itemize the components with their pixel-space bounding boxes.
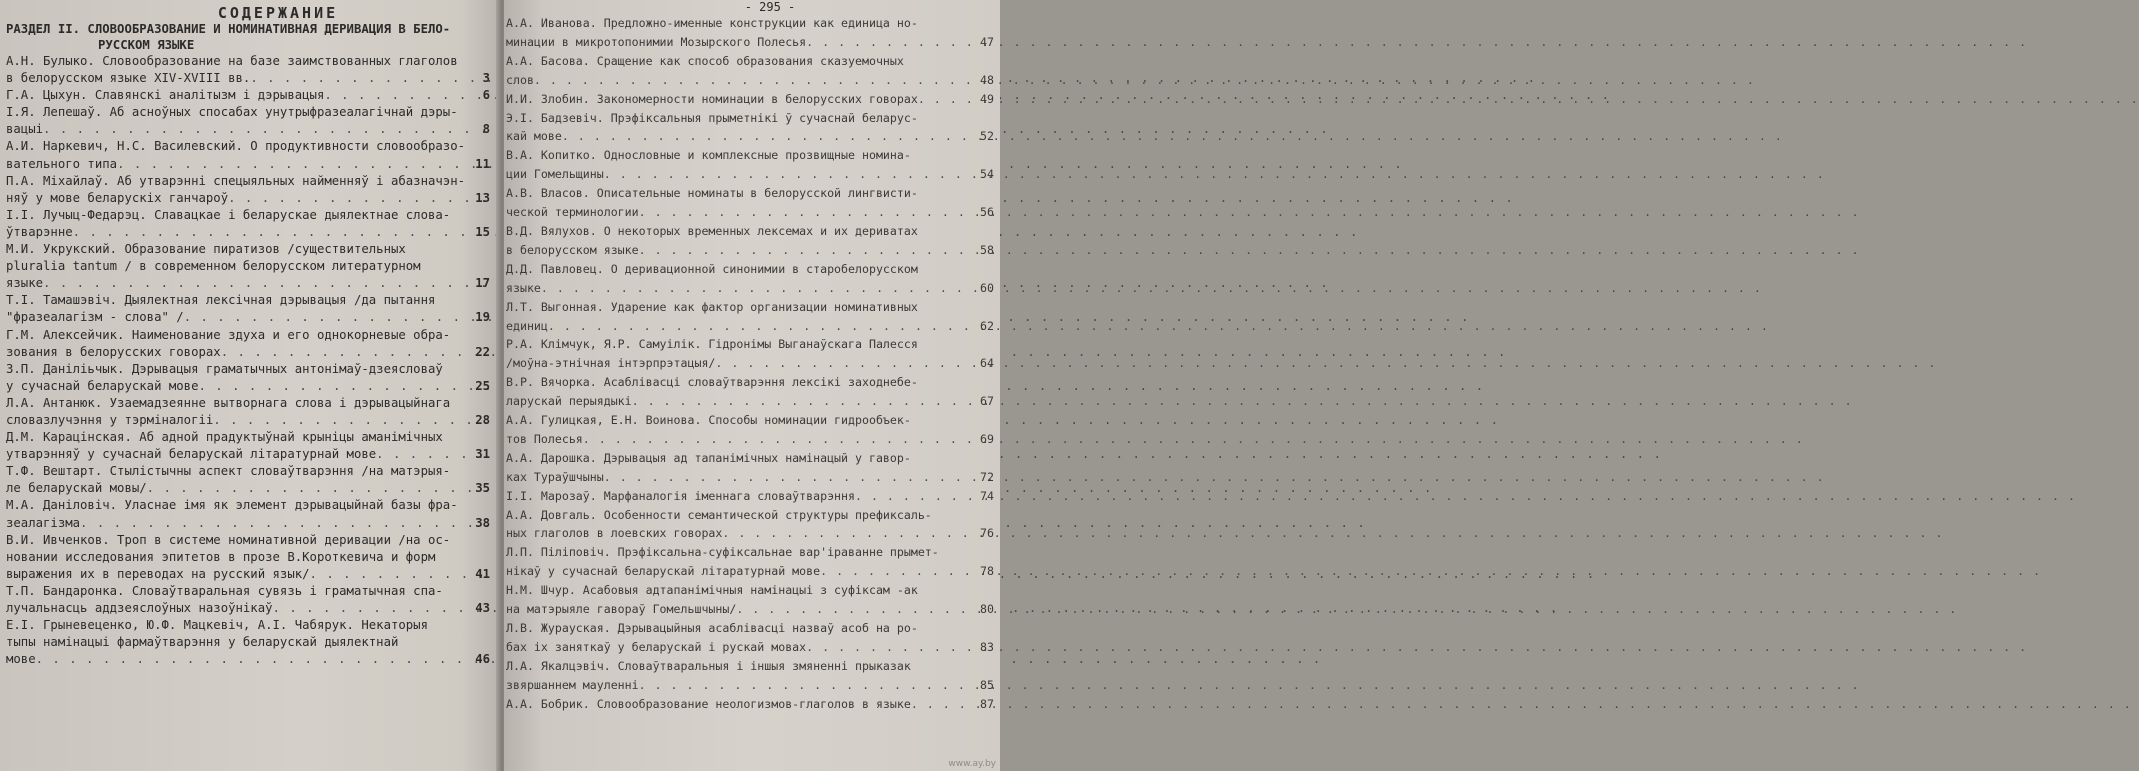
toc-entry-last-line bbox=[506, 33, 994, 52]
dot-leader bbox=[722, 524, 976, 543]
toc-page-number: 78 bbox=[980, 564, 994, 579]
toc-page-number: 35 bbox=[475, 481, 490, 496]
toc-entry-text: А.В. Власов. Описательные номинаты в белорусской лингвисти- bbox=[506, 186, 918, 201]
toc-entry-last-line bbox=[6, 344, 490, 361]
toc-page-number: 58 bbox=[980, 242, 994, 257]
section-title bbox=[6, 22, 490, 53]
toc-entry-text: А.А. Басова. Сращение как способ образования сказуемочных bbox=[506, 53, 904, 68]
toc-entry bbox=[6, 327, 490, 361]
toc-entry-last-line bbox=[506, 392, 994, 411]
toc-entry-last-line bbox=[506, 317, 994, 336]
toc-page-number: 28 bbox=[475, 412, 490, 427]
toc-entry-last-line bbox=[6, 515, 490, 532]
dot-leader bbox=[639, 203, 976, 222]
toc-entry bbox=[6, 497, 490, 531]
toc-entry-text: на матэрыяле гавораў Гомельшчыны/ bbox=[506, 602, 737, 617]
toc-entry-last-line bbox=[506, 203, 994, 222]
toc-entry-last-line bbox=[6, 600, 490, 617]
toc-page-number: 87 bbox=[980, 696, 994, 711]
toc-entry bbox=[506, 695, 994, 714]
toc-page-number: 76 bbox=[980, 526, 994, 541]
toc-page-number: 60 bbox=[980, 280, 994, 295]
toc-page-number: 52 bbox=[980, 129, 994, 144]
dot-leader bbox=[736, 600, 976, 619]
toc-entry-text: зования в белорусских говорах bbox=[6, 344, 221, 359]
dot-leader bbox=[36, 651, 472, 668]
toc-entry-text: нікаў у сучаснай беларускай літаратурнай мове bbox=[506, 564, 821, 579]
dot-leader bbox=[632, 392, 976, 411]
toc-entry-text: М.И. Укрукский. Образование пиратизов /существительных bbox=[6, 242, 406, 257]
toc-entry-text: зеалагізма bbox=[6, 515, 81, 530]
toc-entry bbox=[506, 411, 994, 449]
toc-entry-text: Э.І. Бадзевіч. Прэфіксальныя прыметнікі ў сучаснай беларус- bbox=[506, 110, 918, 125]
toc-entry bbox=[506, 543, 994, 581]
toc-page-number: 17 bbox=[475, 276, 490, 291]
toc-entry-text: А.Н. Булыко. Словообразование на базе заимствованных глаголов bbox=[6, 54, 458, 68]
toc-entry bbox=[506, 90, 994, 109]
dot-leader bbox=[376, 446, 471, 463]
toc-entry bbox=[506, 184, 994, 222]
dot-leader bbox=[604, 165, 976, 184]
page-number: - 295 - bbox=[744, 0, 796, 14]
toc-entry-last-line bbox=[6, 275, 490, 292]
toc-entry-last-line bbox=[6, 87, 490, 104]
toc-entry-last-line bbox=[506, 127, 994, 146]
toc-page-number: 8 bbox=[482, 122, 490, 137]
toc-page-number: 15 bbox=[475, 224, 490, 239]
dot-leader bbox=[639, 241, 976, 260]
toc-entry-last-line bbox=[6, 378, 490, 395]
toc-entry-text: ных глаголов в лоевских говорах bbox=[506, 526, 723, 541]
section-title-line: РУССКОМ ЯЗЫКЕ bbox=[98, 37, 195, 52]
toc-entry-text: ках Тураўшчыны bbox=[506, 469, 604, 484]
toc-entry-text: Г.М. Алексейчик. Наименование здуха и его однокорневые обра- bbox=[6, 327, 451, 342]
toc-page-number: 83 bbox=[980, 639, 994, 654]
toc-entry-text: вательного типа bbox=[6, 156, 118, 171]
toc-entry bbox=[6, 361, 490, 395]
toc-entry-text: Д.М. Карацінская. Аб адной прадуктыўнай крыніцы аманімічных bbox=[6, 430, 443, 445]
toc-entry-text: І.І. Лучыц-Федарэц. Славацкае і беларускае дыялектнае слова- bbox=[6, 207, 451, 222]
toc-entry-text: И.И. Злобин. Закономерности номинации в белорусских говорах bbox=[506, 91, 918, 106]
toc-entry-text: бах іх заняткаў у беларускай і рускай мовах bbox=[506, 639, 807, 654]
toc-entry-text: Л.А. Якалцэвіч. Словаўтваральныя і іншыя змяненні прыказак bbox=[506, 658, 911, 673]
toc-entry bbox=[6, 532, 490, 583]
toc-entry-text: Е.І. Грыневеценко, Ю.Ф. Мацкевіч, А.І. Чабярук. Некаторыя bbox=[6, 618, 428, 633]
toc-entry-text: А.А. Иванова. Предложно-именные конструкции как единица но- bbox=[506, 16, 918, 30]
toc-entry-text: М.А. Даніловіч. Уласнае імя як элемент дэрывацыйнай базы фра- bbox=[6, 498, 458, 513]
toc-entry-last-line bbox=[6, 566, 490, 583]
toc-entry-last-line bbox=[506, 695, 994, 714]
toc-page-number: 49 bbox=[980, 91, 994, 106]
toc-page-number: 62 bbox=[980, 318, 994, 333]
toc-entry-text: ческой терминологии bbox=[506, 205, 639, 220]
toc-entry-last-line bbox=[506, 562, 994, 581]
toc-entry-text: В.Р. Вячорка. Асаблівасці словаўтварэння лексікі заходнебе- bbox=[506, 375, 918, 390]
toc-page-number: 69 bbox=[980, 431, 994, 446]
contents-heading: СОДЕРЖАНИЕ bbox=[217, 4, 339, 22]
toc-page-number: 41 bbox=[475, 566, 490, 581]
dot-leader bbox=[147, 480, 472, 497]
toc-entry bbox=[506, 222, 994, 260]
toc-entry-text: Н.М. Шчур. Асабовыя адтапанімічныя намінацыі з суфіксам -ак bbox=[506, 583, 918, 598]
toc-entry bbox=[6, 429, 490, 463]
toc-page-number: 38 bbox=[475, 515, 490, 530]
toc-page-number: 85 bbox=[980, 677, 994, 692]
toc-page-number: 72 bbox=[980, 469, 994, 484]
toc-entry-text: языке bbox=[6, 276, 44, 291]
left-page bbox=[0, 0, 500, 771]
toc-entry-text: "фразеалагізм - слова" / bbox=[6, 310, 184, 325]
toc-entry-last-line bbox=[506, 71, 994, 90]
dot-leader bbox=[541, 279, 976, 298]
toc-entry bbox=[6, 207, 490, 241]
dot-leader bbox=[250, 70, 478, 87]
dot-leader bbox=[548, 317, 976, 336]
toc-entry-last-line bbox=[506, 676, 994, 695]
toc-entry-last-line bbox=[506, 430, 994, 449]
toc-entry-last-line bbox=[6, 480, 490, 497]
watermark: www.ay.by bbox=[948, 759, 996, 769]
toc-entry-last-line bbox=[506, 165, 994, 184]
toc-entry-text: в белорусском языке XIV-XVIII вв. bbox=[6, 71, 251, 86]
dot-leader bbox=[806, 33, 976, 52]
dot-leader bbox=[80, 515, 471, 532]
toc-entry-last-line bbox=[506, 524, 994, 543]
toc-entry bbox=[506, 260, 994, 298]
toc-entry-text: Д.Д. Павловец. О деривационной синонимии в старобелорусском bbox=[506, 261, 918, 276]
toc-entry-last-line bbox=[6, 70, 490, 87]
toc-entry-text: Т.Ф. Вештарт. Стылістычны аспект словаўтварэння /на матэрыя- bbox=[6, 464, 451, 479]
toc-entry-text: словазлучэння у тэрміналогіі bbox=[6, 412, 214, 427]
toc-entry-text: ларускай перыядыкі bbox=[506, 394, 632, 409]
toc-entry-text: pluralia tantum / в современном белорусском литературном bbox=[6, 259, 421, 274]
toc-entry-text: А.А. Довгаль. Особенности семантической структуры префиксаль- bbox=[506, 507, 932, 522]
toc-page-number: 47 bbox=[980, 34, 994, 49]
toc-entry bbox=[506, 449, 994, 487]
toc-entry-text: Т.П. Бандаронка. Словаўтваральная сувязь і граматычная спа- bbox=[6, 583, 443, 598]
toc-entry-last-line bbox=[506, 487, 994, 506]
dot-leader bbox=[324, 87, 478, 104]
toc-entry-last-line bbox=[6, 446, 490, 463]
toc-page-number: 19 bbox=[475, 310, 490, 325]
toc-entry-last-line bbox=[506, 241, 994, 260]
right-toc-list bbox=[506, 14, 994, 714]
dot-leader bbox=[562, 127, 976, 146]
toc-entry-text: А.А. Бобрик. Словообразование неологизмов-глаголов в языке bbox=[506, 696, 911, 711]
toc-page-number: 54 bbox=[980, 167, 994, 182]
toc-page-number: 80 bbox=[980, 602, 994, 617]
toc-entry-text: утварэнняў у сучаснай беларускай літаратурнай мове bbox=[6, 447, 377, 462]
toc-entry-text: единиц bbox=[506, 318, 548, 333]
toc-page-number: 46 bbox=[475, 652, 490, 667]
dot-leader bbox=[820, 562, 976, 581]
toc-entry-text: В.И. Ивченков. Троп в системе номинативной деривации /на ос- bbox=[6, 532, 451, 547]
dot-leader bbox=[715, 354, 976, 373]
toc-entry-text: тыпы намінацыі фармаўтварэння у беларускай дыялектнай bbox=[6, 635, 399, 650]
toc-entry-text: лучальнасць аддзеяслоўных назоўнікаў bbox=[6, 601, 273, 615]
toc-entry-last-line bbox=[6, 156, 490, 173]
dot-leader bbox=[117, 156, 471, 173]
toc-entry-text: вацыі bbox=[6, 122, 44, 137]
toc-entry-text: /моўна-этнічная інтэрпрэтацыя/ bbox=[506, 356, 716, 371]
toc-entry bbox=[6, 104, 490, 138]
toc-entry bbox=[6, 241, 490, 292]
dot-leader bbox=[199, 378, 472, 395]
dot-leader bbox=[43, 275, 471, 292]
toc-entry-text: А.А. Гулицкая, Е.Н. Воинова. Способы номинации гидрообъек- bbox=[506, 413, 911, 428]
toc-entry-last-line bbox=[506, 638, 994, 657]
toc-entry-last-line bbox=[506, 90, 994, 109]
toc-entry-last-line bbox=[506, 279, 994, 298]
toc-entry-text: кай мове bbox=[506, 129, 562, 144]
toc-entry-text: минации в микротопонимии Мозырского Полесья bbox=[506, 34, 807, 49]
toc-entry-text: Т.І. Тамашэвіч. Дыялектная лексічная дэрывацыя /да пытання bbox=[6, 293, 436, 308]
toc-entry-text: А.И. Наркевич, Н.С. Василевский. О продуктивности словообразо- bbox=[6, 139, 466, 154]
toc-entry bbox=[506, 506, 994, 544]
toc-entry-last-line bbox=[506, 468, 994, 487]
toc-entry-text: слов bbox=[506, 72, 534, 87]
toc-entry-last-line bbox=[6, 224, 490, 241]
toc-page-number: 43 bbox=[475, 601, 490, 615]
dot-leader bbox=[604, 468, 976, 487]
toc-entry-text: новании исследования эпитетов в прозе В.Короткевича и форм bbox=[6, 549, 436, 564]
toc-entry bbox=[506, 52, 994, 90]
section-title-line: РАЗДЕЛ II. СЛОВООБРАЗОВАНИЕ И НОМИНАТИВНАЯ ДЕРИВАЦИЯ В БЕЛО- bbox=[6, 22, 451, 36]
toc-entry-text: Р.А. Клімчук, Я.Р. Самуілік. Гідронімы Выганаўскага Палесся bbox=[506, 337, 918, 352]
toc-page-number: 3 bbox=[482, 71, 490, 86]
dot-leader bbox=[184, 309, 472, 326]
dot-leader bbox=[73, 224, 472, 241]
toc-entry-text: ции Гомельщины bbox=[506, 167, 604, 182]
toc-entry-text: В.Д. Вялухов. О некоторых временных лексемах и их дериватах bbox=[506, 223, 918, 238]
dot-leader bbox=[273, 600, 472, 617]
dot-leader bbox=[855, 487, 976, 506]
right-page bbox=[504, 0, 1000, 771]
toc-entry-text: Л.П. Піліповіч. Прэфіксальна-суфіксальнае вар'іраванне прымет- bbox=[506, 545, 939, 560]
toc-entry-text: Л.Т. Выгонная. Ударение как фактор организации номинативных bbox=[506, 299, 918, 314]
toc-entry bbox=[6, 53, 490, 87]
toc-entry-text: Л.В. Журауская. Дэрывацыйныя асаблівасці назваў асоб на ро- bbox=[506, 621, 918, 635]
toc-entry bbox=[6, 463, 490, 497]
toc-entry-text: Л.А. Антанюк. Узаемадзеянне вытворнага слова і дэрывацыйнага bbox=[6, 395, 451, 410]
toc-page-number: 67 bbox=[980, 394, 994, 409]
toc-entry bbox=[506, 14, 994, 52]
toc-entry bbox=[506, 581, 994, 619]
dot-leader bbox=[583, 430, 976, 449]
toc-entry bbox=[506, 657, 994, 695]
toc-entry bbox=[506, 373, 994, 411]
toc-entry-text: выражения их в переводах на русский язык/ bbox=[6, 566, 310, 581]
toc-entry-text: А.А. Дарошка. Дэрывацыя ад тапанімічных намінацый у гавор- bbox=[506, 450, 911, 465]
toc-entry-text: языке bbox=[506, 280, 541, 295]
dot-leader bbox=[911, 695, 976, 714]
toc-page-number: 13 bbox=[475, 190, 490, 205]
toc-entry bbox=[506, 298, 994, 336]
toc-entry bbox=[506, 335, 994, 373]
dot-leader bbox=[310, 566, 472, 583]
toc-entry-last-line bbox=[6, 309, 490, 326]
toc-page-number: 25 bbox=[475, 378, 490, 393]
dot-leader bbox=[213, 412, 471, 429]
dot-leader bbox=[639, 676, 976, 695]
toc-entry-text: мове bbox=[6, 652, 36, 667]
toc-entry-last-line bbox=[6, 190, 490, 207]
toc-entry-text: няў у мове беларускіх ганчароў bbox=[6, 190, 229, 205]
toc-entry-text: В.А. Копитко. Однословные и комплексные прозвищные номина- bbox=[506, 148, 911, 163]
toc-entry-text: І.І. Марозаў. Марфаналогія іменнага словаўтварэння bbox=[506, 488, 856, 503]
dot-leader bbox=[228, 190, 471, 207]
toc-page-number: 22 bbox=[475, 344, 490, 359]
toc-page-number: 48 bbox=[980, 72, 994, 87]
toc-entry bbox=[6, 292, 490, 326]
toc-page-number: 31 bbox=[475, 447, 490, 462]
toc-entry-last-line bbox=[6, 651, 490, 668]
toc-page-number: 11 bbox=[475, 156, 490, 171]
toc-entry-last-line bbox=[6, 121, 490, 138]
toc-entry-text: І.Я. Лепешаў. Аб асноўных спосабах унутрыфразеалагічнай дэры- bbox=[6, 105, 458, 120]
dot-leader bbox=[43, 121, 479, 138]
toc-entry-last-line bbox=[6, 412, 490, 429]
toc-entry-text: З.П. Даніліьчык. Дэрывацыя граматычных антонімаў-дзеясловаў bbox=[6, 361, 443, 376]
toc-entry-text: тов Полесья bbox=[506, 431, 583, 446]
toc-page-number: 56 bbox=[980, 205, 994, 220]
toc-entry-text: звяршаннем мауленні bbox=[506, 677, 639, 692]
dot-leader bbox=[221, 344, 471, 361]
toc-page-number: 74 bbox=[980, 488, 994, 503]
toc-entry bbox=[6, 617, 490, 668]
toc-entry bbox=[6, 87, 490, 104]
dot-leader bbox=[806, 638, 976, 657]
toc-entry-text: ле беларускай мовы/ bbox=[6, 481, 147, 496]
toc-entry bbox=[6, 138, 490, 172]
toc-entry-text: Г.А. Цыхун. Славянскі аналітызм і дэрывацыя bbox=[6, 88, 325, 103]
toc-entry-text: у сучаснай беларускай мове bbox=[6, 378, 199, 393]
toc-entry bbox=[506, 146, 994, 184]
left-toc-list bbox=[6, 53, 490, 668]
toc-page-number: 6 bbox=[482, 88, 490, 103]
toc-entry-text: П.А. Міхайлаў. Аб утварэнні спецыяльных найменняў і абазначэн- bbox=[6, 173, 466, 188]
toc-page-number: 64 bbox=[980, 356, 994, 371]
dot-leader bbox=[918, 90, 976, 109]
toc-entry bbox=[6, 583, 490, 617]
toc-entry-text: ўтварэнне bbox=[6, 224, 73, 239]
toc-entry bbox=[506, 619, 994, 657]
toc-entry-last-line bbox=[506, 600, 994, 619]
toc-entry bbox=[6, 173, 490, 207]
toc-entry-last-line bbox=[506, 354, 994, 373]
toc-entry bbox=[506, 109, 994, 147]
dot-leader bbox=[534, 71, 976, 90]
toc-entry bbox=[506, 487, 994, 506]
toc-entry-text: в белорусском языке bbox=[506, 242, 639, 257]
toc-entry bbox=[6, 395, 490, 429]
